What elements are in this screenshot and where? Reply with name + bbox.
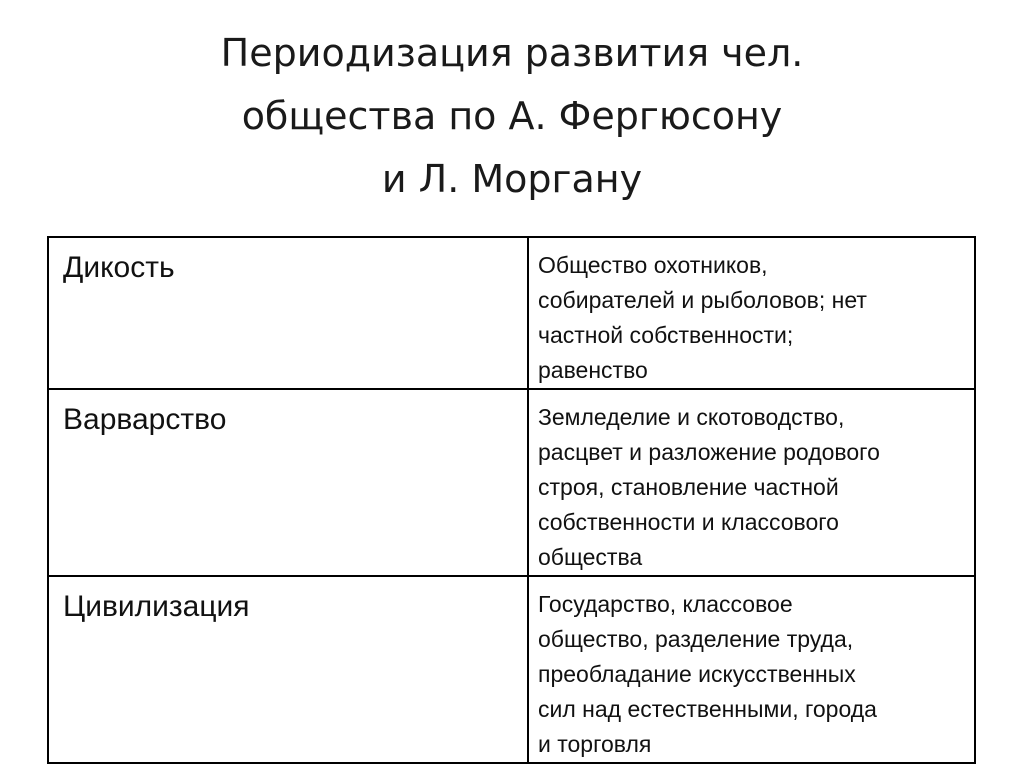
stage-label-barbarism: Варварство [63, 403, 227, 436]
stage-cell [48, 237, 528, 389]
slide-title [0, 22, 1024, 211]
table-row [48, 389, 975, 576]
description-line: собственности и классового [538, 509, 839, 535]
description-cell [528, 237, 975, 389]
stage-label-civilization: Цивилизация [63, 590, 250, 623]
title-line: Периодизация развития чел. [220, 31, 804, 75]
description-line: Общество охотников, [538, 252, 768, 278]
stage-cell [48, 576, 528, 763]
periodization-table [47, 236, 976, 764]
description-cell [528, 576, 975, 763]
description-line: преобладание искусственных [538, 661, 856, 687]
description-line: общества [538, 544, 643, 570]
description-line: сил над естественными, города [538, 696, 877, 722]
title-line: общества по А. Фергюсону [241, 94, 783, 138]
table-row [48, 576, 975, 763]
description-line: Государство, классовое [538, 591, 793, 617]
title-line: и Л. Моргану [381, 157, 643, 201]
description-line: собирателей и рыболовов; нет [538, 287, 867, 313]
description-line: равенство [538, 357, 648, 383]
description-line: расцвет и разложение родового [538, 439, 880, 465]
stage-cell [48, 389, 528, 576]
description-line: и торговля [538, 731, 652, 757]
description-line: частной собственности; [538, 322, 794, 348]
description-line: общество, разделение труда, [538, 626, 854, 652]
description-cell [528, 389, 975, 576]
description-line: Земледелие и скотоводство, [538, 404, 845, 430]
table-row [48, 237, 975, 389]
description-line: строя, становление частной [538, 474, 839, 500]
stage-label-savagery: Дикость [63, 251, 175, 284]
